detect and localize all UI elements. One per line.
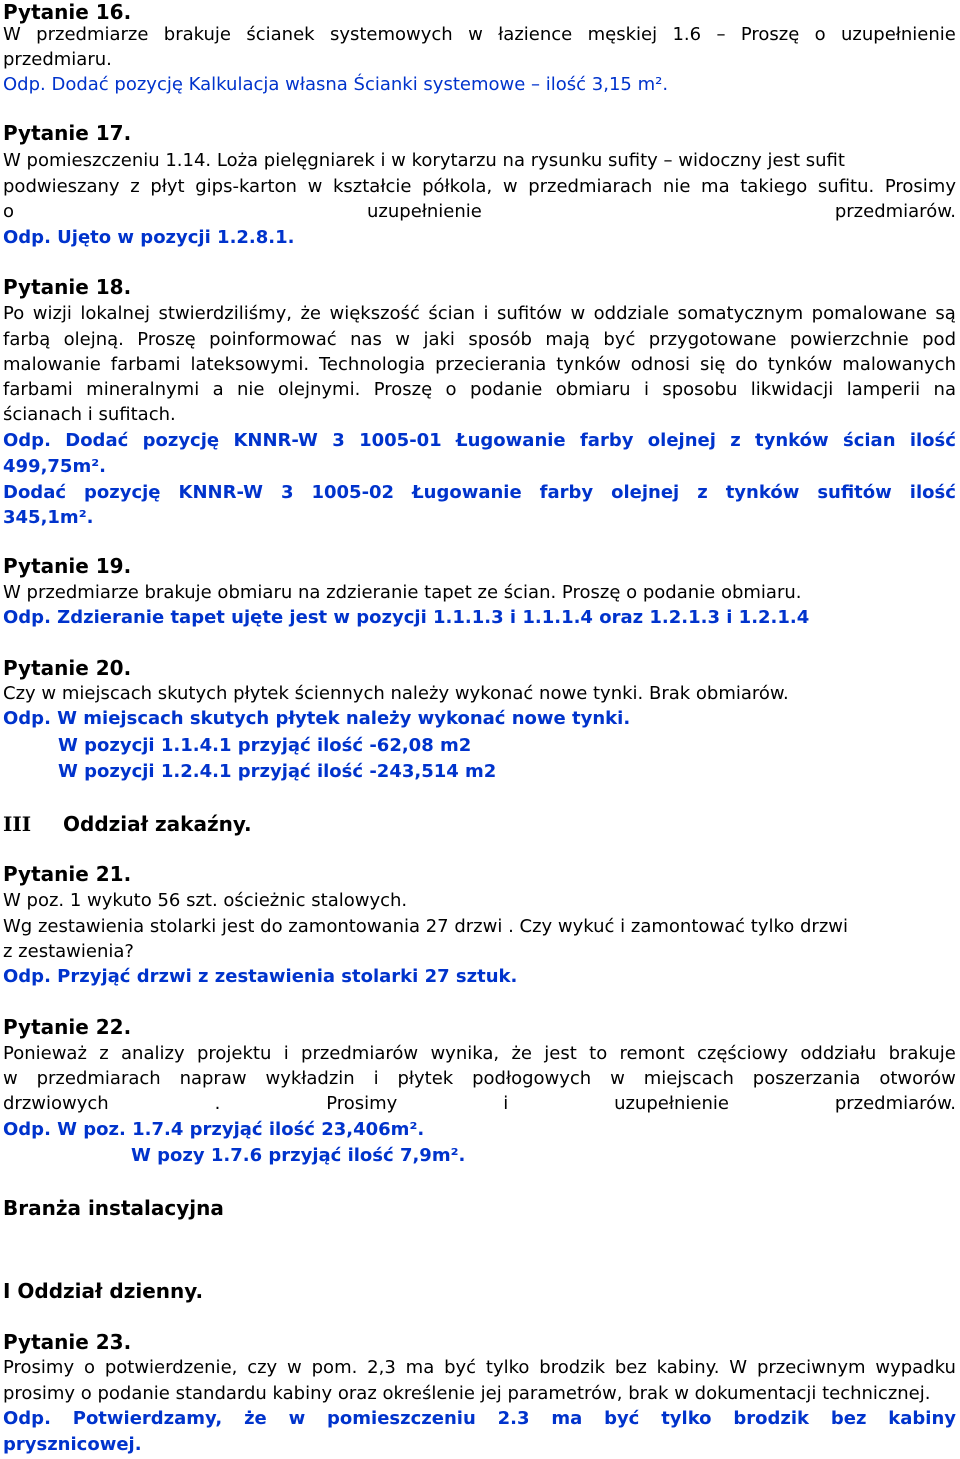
answer-18: Odp. Dodać pozycję KNNR-W 3 1005-01 Ługowanie farby olejnej z tynków ścian ilość [3,430,956,451]
answer-20: W pozycji 1.2.4.1 przyjąć ilość -243,514 m2 [58,761,497,782]
question-22-text: drzwiowych . Prosimy i uzupełnienie przedmiarów. [3,1093,956,1114]
answer-16: Odp. Dodać pozycję Kalkulacja własna Ścianki systemowe – ilość 3,15 m². [3,74,669,95]
question-16-text: przedmiaru. [3,49,112,70]
question-23-text: prosimy o podanie standardu kabiny oraz określenie jej parametrów, brak w dokumentacji technicznej. [3,1383,931,1404]
question-17-text: podwieszany z płyt gips-karton w kształcie półkola, w przedmiarach nie ma takiego sufitu. Prosimy [3,176,956,197]
section-title: Oddział zakaźny. [63,812,252,836]
section-number: III [3,812,32,836]
answer-18: 499,75m². [3,456,106,477]
question-18-text: Po wizji lokalnej stwierdziliśmy, że większość ścian i sufitów w oddziale somatycznym pomalowane są [3,303,956,324]
answer-18: Dodać pozycję KNNR-W 3 1005-02 Ługowanie farby olejnej z tynków sufitów ilość [3,482,956,503]
answer-20: W pozycji 1.1.4.1 przyjąć ilość -62,08 m2 [58,735,472,756]
question-21-text: z zestawienia? [3,941,134,962]
section-title: Branża instalacyjna [3,1196,224,1220]
question-18-text: farbami mineralnymi a nie olejnymi. Proszę o podanie obmiaru i sposobu likwidacji lamperii na [3,379,956,400]
question-21-heading: Pytanie 21. [3,862,132,886]
question-21-text: W poz. 1 wykuto 56 szt. ościeżnic stalowych. [3,890,408,911]
question-21-text: Wg zestawienia stolarki jest do zamontowania 27 drzwi . Czy wykuć i zamontować tylko drzwi [3,916,848,937]
question-17-heading: Pytanie 17. [3,121,132,145]
question-16-text: W przedmiarze brakuje ścianek systemowych w łazience męskiej 1.6 – Proszę o uzupełnienie [3,24,956,45]
question-17-text: W pomieszczeniu 1.14. Loża pielęgniarek i w korytarzu na rysunku sufity – widoczny jest sufit [3,150,845,171]
answer-22: Odp. W poz. 1.7.4 przyjąć ilość 23,406m². [3,1119,425,1140]
section-title: I Oddział dzienny. [3,1279,204,1303]
question-20-text: Czy w miejscach skutych płytek ściennych należy wykonać nowe tynki. Brak obmiarów. [3,683,789,704]
question-19-heading: Pytanie 19. [3,554,132,578]
question-18-text: farbą olejną. Proszę poinformować nas w jaki sposób mają być przygotowane powierzchnie pod [3,329,956,350]
answer-23: prysznicowej. [3,1434,142,1455]
answer-23: Odp. Potwierdzamy, że w pomieszczeniu 2.3 ma być tylko brodzik bez kabiny [3,1408,956,1429]
question-22-text: Ponieważ z analizy projektu i przedmiarów wynika, że jest to remont częściowy oddziału brakuje [3,1043,956,1064]
question-18-heading: Pytanie 18. [3,275,132,299]
question-16-heading: Pytanie 16. [3,0,132,24]
answer-17: Odp. Ujęto w pozycji 1.2.8.1. [3,227,295,248]
answer-18: 345,1m². [3,507,94,528]
question-18-text: malowanie farbami lateksowymi. Technologia przecierania tynków odnosi się do tynków malowanych [3,354,956,375]
question-20-heading: Pytanie 20. [3,656,132,680]
question-19-text: W przedmiarze brakuje obmiaru na zdzieranie tapet ze ścian. Proszę o podanie obmiaru. [3,582,802,603]
question-18-text: ścianach i sufitach. [3,404,176,425]
answer-21: Odp. Przyjąć drzwi z zestawienia stolarki 27 sztuk. [3,966,518,987]
answer-20: Odp. W miejscach skutych płytek należy wykonać nowe tynki. [3,708,631,729]
answer-19: Odp. Zdzieranie tapet ujęte jest w pozycji 1.1.1.3 i 1.1.1.4 oraz 1.2.1.3 i 1.2.1.4 [3,607,810,628]
question-22-heading: Pytanie 22. [3,1015,132,1039]
answer-22: W pozy 1.7.6 przyjąć ilość 7,9m². [131,1145,466,1166]
question-22-text: w przedmiarach napraw wykładzin i płytek podłogowych w miejscach poszerzania otworów [3,1068,956,1089]
question-23-heading: Pytanie 23. [3,1330,132,1354]
question-17-text: o uzupełnienie przedmiarów. [3,201,956,222]
question-23-text: Prosimy o potwierdzenie, czy w pom. 2,3 ma być tylko brodzik bez kabiny. W przeciwnym wypadku [3,1357,956,1378]
